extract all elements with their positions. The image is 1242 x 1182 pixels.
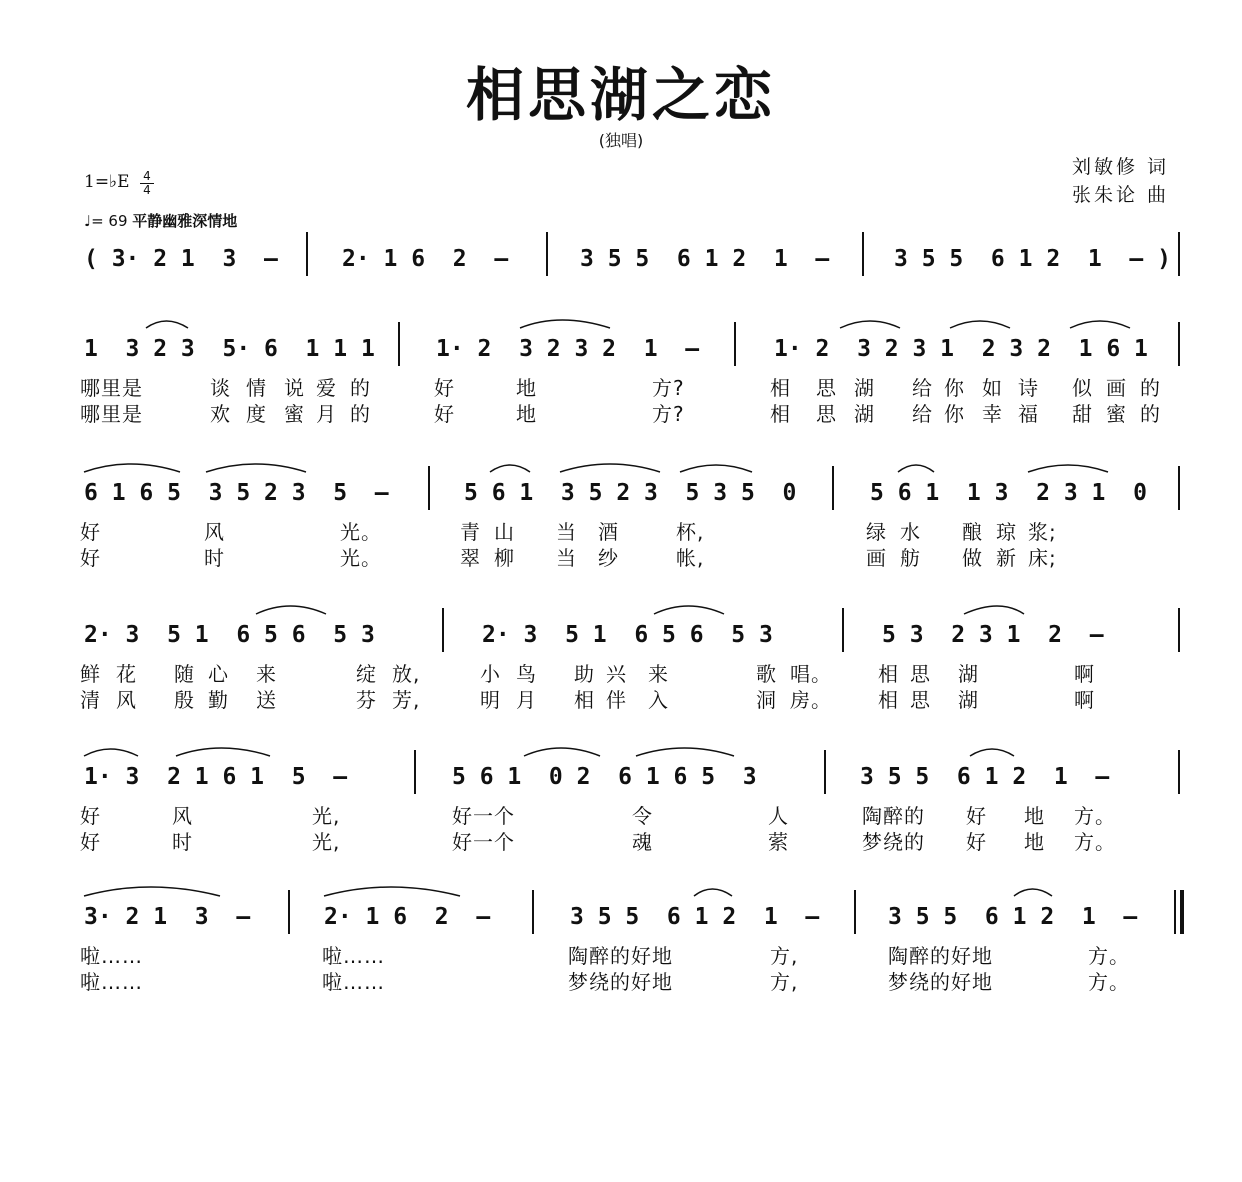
measure: 3 5 5 6 1 2 1 –: [888, 904, 1138, 930]
lyric-syllable: 萦: [768, 830, 789, 854]
measure: 1 3 2 3 5· 6 1 1 1: [84, 336, 375, 362]
lyric-syllable: 风: [172, 804, 193, 828]
lyric-syllable: 地: [1024, 804, 1045, 828]
lyric-syllable: 思: [816, 376, 837, 400]
lyric-syllable: 你: [944, 376, 965, 400]
lyric-syllable: 爱: [316, 376, 337, 400]
lyric-syllable: 浆;: [1028, 520, 1057, 544]
barline: [832, 466, 834, 510]
barline: [1178, 608, 1180, 652]
lyric-syllable: 芳,: [392, 688, 421, 712]
meter-top: 4: [143, 169, 151, 183]
lyric-syllable: 光,: [312, 830, 341, 854]
lyric-syllable: 殷: [174, 688, 195, 712]
barline: [854, 890, 856, 934]
lyric-syllable: 幸: [982, 402, 1003, 426]
lyric-syllable: 帐,: [676, 546, 705, 570]
barline: [862, 232, 864, 276]
barline: [1178, 750, 1180, 794]
lyric-syllable: 好一个: [452, 804, 515, 828]
lyric-syllable: 相: [574, 688, 595, 712]
lyric-syllable: 湖: [854, 376, 875, 400]
lyric-syllable: 来: [256, 662, 277, 686]
lyric-syllable: 湖: [958, 688, 979, 712]
notes-line: [80, 238, 1171, 278]
lyric-syllable: 哪里是: [80, 376, 143, 400]
lyric-syllable: 地: [516, 402, 537, 426]
barline: [414, 750, 416, 794]
lyricist-credit: 刘敏修 词: [1072, 156, 1170, 178]
lyric-syllable: 房。: [790, 688, 832, 712]
lyric-syllable: 月: [516, 688, 537, 712]
lyric-syllable: 入: [648, 688, 669, 712]
tempo-expression: 平静幽雅深情地: [132, 212, 238, 230]
measure: 2· 3 5 1 6 5 6 5 3: [482, 622, 773, 648]
lyric-syllable: 湖: [958, 662, 979, 686]
lyric-syllable: 好: [434, 402, 455, 426]
measure: 3 5 5 6 1 2 1 –: [580, 246, 830, 272]
lyric-syllable: 好: [80, 520, 101, 544]
lyric-syllable: 方?: [652, 402, 685, 426]
measure: 3 5 5 6 1 2 1 –: [570, 904, 820, 930]
lyric-syllable: 谈: [210, 376, 231, 400]
lyric-syllable: 相: [770, 376, 791, 400]
lyric-syllable: 洞: [756, 688, 777, 712]
notes-line: [80, 614, 1104, 654]
lyric-syllable: 小: [480, 662, 501, 686]
lyric-syllable: 相: [770, 402, 791, 426]
lyric-syllable: 方。: [1074, 804, 1116, 828]
barline: [824, 750, 826, 794]
lyric-syllable: 光。: [340, 520, 382, 544]
lyric-syllable: 梦绕的好地: [888, 970, 993, 994]
lyric-syllable: 舫: [900, 546, 921, 570]
lyric-syllable: 心: [208, 662, 229, 686]
measure: 1· 2 3 2 3 2 1 –: [436, 336, 700, 362]
measure: 5 6 1 1 3 2 3 1 0: [870, 480, 1147, 506]
tempo-marking: [84, 210, 237, 231]
measure: 3 5 5 6 1 2 1 –: [860, 764, 1110, 790]
lyric-syllable: 水: [900, 520, 921, 544]
notes-line: [80, 896, 1138, 936]
lyric-syllable: 当: [556, 520, 577, 544]
lyric-syllable: 好: [80, 830, 101, 854]
barline: [546, 232, 548, 276]
barline: [1178, 466, 1180, 510]
lyric-syllable: 酒: [598, 520, 619, 544]
lyric-syllable: 啦……: [80, 970, 143, 994]
lyric-syllable: 魂: [632, 830, 653, 854]
lyric-syllable: 风: [116, 688, 137, 712]
lyrics-verse-2: [80, 966, 1130, 1038]
lyric-syllable: 兴: [606, 662, 627, 686]
lyric-syllable: 助: [574, 662, 595, 686]
lyric-syllable: 梦绕的: [862, 830, 925, 854]
lyric-syllable: 你: [944, 402, 965, 426]
barline: [428, 466, 430, 510]
lyric-syllable: 放,: [392, 662, 421, 686]
lyric-syllable: 的: [350, 376, 371, 400]
lyric-syllable: 陶醉的好地: [568, 944, 673, 968]
lyric-syllable: 风: [204, 520, 225, 544]
lyric-syllable: 人: [768, 804, 789, 828]
barline: [532, 890, 534, 934]
lyric-syllable: 清: [80, 688, 101, 712]
measure: 3 5 5 6 1 2 1 – ): [894, 246, 1171, 272]
lyric-syllable: 方。: [1088, 944, 1130, 968]
lyric-syllable: 方,: [770, 944, 799, 968]
barline: [842, 608, 844, 652]
lyric-syllable: 方?: [652, 376, 685, 400]
lyric-syllable: 地: [516, 376, 537, 400]
lyric-syllable: 时: [172, 830, 193, 854]
notes-line: [80, 472, 1147, 512]
lyric-syllable: 青: [460, 520, 481, 544]
measure: 3· 2 1 3 –: [84, 904, 251, 930]
lyric-syllable: 啊: [1074, 662, 1095, 686]
song-title: 相思湖之恋: [465, 61, 776, 129]
barline: [288, 890, 290, 934]
lyric-syllable: 好一个: [452, 830, 515, 854]
lyric-syllable: 诗: [1018, 376, 1039, 400]
lyric-syllable: 相: [878, 662, 899, 686]
lyric-syllable: 好: [966, 830, 987, 854]
lyric-syllable: 好: [434, 376, 455, 400]
measure: 5 3 2 3 1 2 –: [882, 622, 1104, 648]
lyric-syllable: 陶醉的好地: [888, 944, 993, 968]
lyric-syllable: 啦……: [322, 970, 385, 994]
lyric-syllable: 蜜: [284, 402, 305, 426]
barline: [442, 608, 444, 652]
lyric-syllable: 相: [878, 688, 899, 712]
lyric-syllable: 新: [996, 546, 1017, 570]
lyric-syllable: 欢: [210, 402, 231, 426]
lyric-syllable: 光,: [312, 804, 341, 828]
lyric-syllable: 甜: [1072, 402, 1093, 426]
final-barline: [1180, 890, 1184, 934]
barline: [1174, 890, 1176, 934]
lyric-syllable: 床;: [1028, 546, 1057, 570]
lyric-syllable: 蜜: [1106, 402, 1127, 426]
lyric-syllable: 绿: [866, 520, 887, 544]
lyric-syllable: 好: [966, 804, 987, 828]
measure: ( 3· 2 1 3 –: [84, 246, 278, 272]
lyric-syllable: 好: [80, 804, 101, 828]
song-subtitle: (独唱): [598, 131, 644, 150]
lyric-syllable: 的: [1140, 376, 1161, 400]
lyric-syllable: 啦……: [80, 944, 143, 968]
time-signature: [140, 170, 154, 197]
lyric-syllable: 湖: [854, 402, 875, 426]
lyric-syllable: 月: [316, 402, 337, 426]
lyric-syllable: 给: [912, 376, 933, 400]
lyric-syllable: 送: [256, 688, 277, 712]
barline: [1178, 322, 1180, 366]
lyric-syllable: 芬: [356, 688, 377, 712]
lyric-syllable: 给: [912, 402, 933, 426]
lyric-syllable: 的: [350, 402, 371, 426]
lyric-syllable: 令: [632, 804, 653, 828]
lyric-syllable: 时: [204, 546, 225, 570]
lyric-syllable: 花: [116, 662, 137, 686]
lyric-syllable: 明: [480, 688, 501, 712]
tempo-value: ♩= 69: [84, 212, 128, 230]
measure: 1· 2 3 2 3 1 2 3 2 1 6 1: [774, 336, 1148, 362]
lyric-syllable: 啦……: [322, 944, 385, 968]
barline: [306, 232, 308, 276]
lyric-syllable: 哪里是: [80, 402, 143, 426]
lyric-syllable: 地: [1024, 830, 1045, 854]
lyric-syllable: 画: [866, 546, 887, 570]
lyric-syllable: 唱。: [790, 662, 832, 686]
lyric-syllable: 歌: [756, 662, 777, 686]
notes-line: [80, 328, 1148, 368]
barline: [398, 322, 400, 366]
lyric-syllable: 勤: [208, 688, 229, 712]
measure: 1· 3 2 1 6 1 5 –: [84, 764, 348, 790]
lyric-syllable: 杯,: [676, 520, 705, 544]
lyric-syllable: 的: [1140, 402, 1161, 426]
lyric-syllable: 翠: [460, 546, 481, 570]
measure: 2· 3 5 1 6 5 6 5 3: [84, 622, 375, 648]
key-signature: 1=♭E: [84, 172, 130, 192]
composer-credit: 张朱论 曲: [1072, 184, 1170, 206]
lyric-syllable: 随: [174, 662, 195, 686]
lyric-syllable: 来: [648, 662, 669, 686]
lyric-syllable: 当: [556, 546, 577, 570]
lyric-syllable: 方。: [1088, 970, 1130, 994]
measure: 2· 1 6 2 –: [342, 246, 509, 272]
lyric-syllable: 画: [1106, 376, 1127, 400]
lyric-syllable: 酿: [962, 520, 983, 544]
lyric-syllable: 福: [1018, 402, 1039, 426]
lyric-syllable: 方。: [1074, 830, 1116, 854]
lyric-syllable: 陶醉的: [862, 804, 925, 828]
lyric-syllable: 方,: [770, 970, 799, 994]
lyric-syllable: 啊: [1074, 688, 1095, 712]
lyric-syllable: 说: [284, 376, 305, 400]
lyric-syllable: 思: [816, 402, 837, 426]
lyric-syllable: 鸟: [516, 662, 537, 686]
measure: 2· 1 6 2 –: [324, 904, 491, 930]
lyric-syllable: 好: [80, 546, 101, 570]
lyric-syllable: 伴: [606, 688, 627, 712]
barline: [734, 322, 736, 366]
lyric-syllable: 柳: [494, 546, 515, 570]
measure: 5 6 1 3 5 2 3 5 3 5 0: [464, 480, 797, 506]
lyric-syllable: 思: [910, 688, 931, 712]
lyric-syllable: 绽: [356, 662, 377, 686]
lyric-syllable: 琼: [996, 520, 1017, 544]
barline: [1178, 232, 1180, 276]
lyric-syllable: 山: [494, 520, 515, 544]
measure: 6 1 6 5 3 5 2 3 5 –: [84, 480, 389, 506]
meter-bottom: 4: [140, 183, 154, 197]
lyric-syllable: 鲜: [80, 662, 101, 686]
lyric-syllable: 如: [982, 376, 1003, 400]
lyric-syllable: 思: [910, 662, 931, 686]
lyric-syllable: 做: [962, 546, 983, 570]
lyric-syllable: 光。: [340, 546, 382, 570]
notes-line: [80, 756, 1110, 796]
lyric-syllable: 纱: [598, 546, 619, 570]
lyric-syllable: 梦绕的好地: [568, 970, 673, 994]
lyric-syllable: 度: [246, 402, 267, 426]
lyric-syllable: 情: [246, 376, 267, 400]
lyric-syllable: 似: [1072, 376, 1093, 400]
measure: 5 6 1 0 2 6 1 6 5 3: [452, 764, 757, 790]
